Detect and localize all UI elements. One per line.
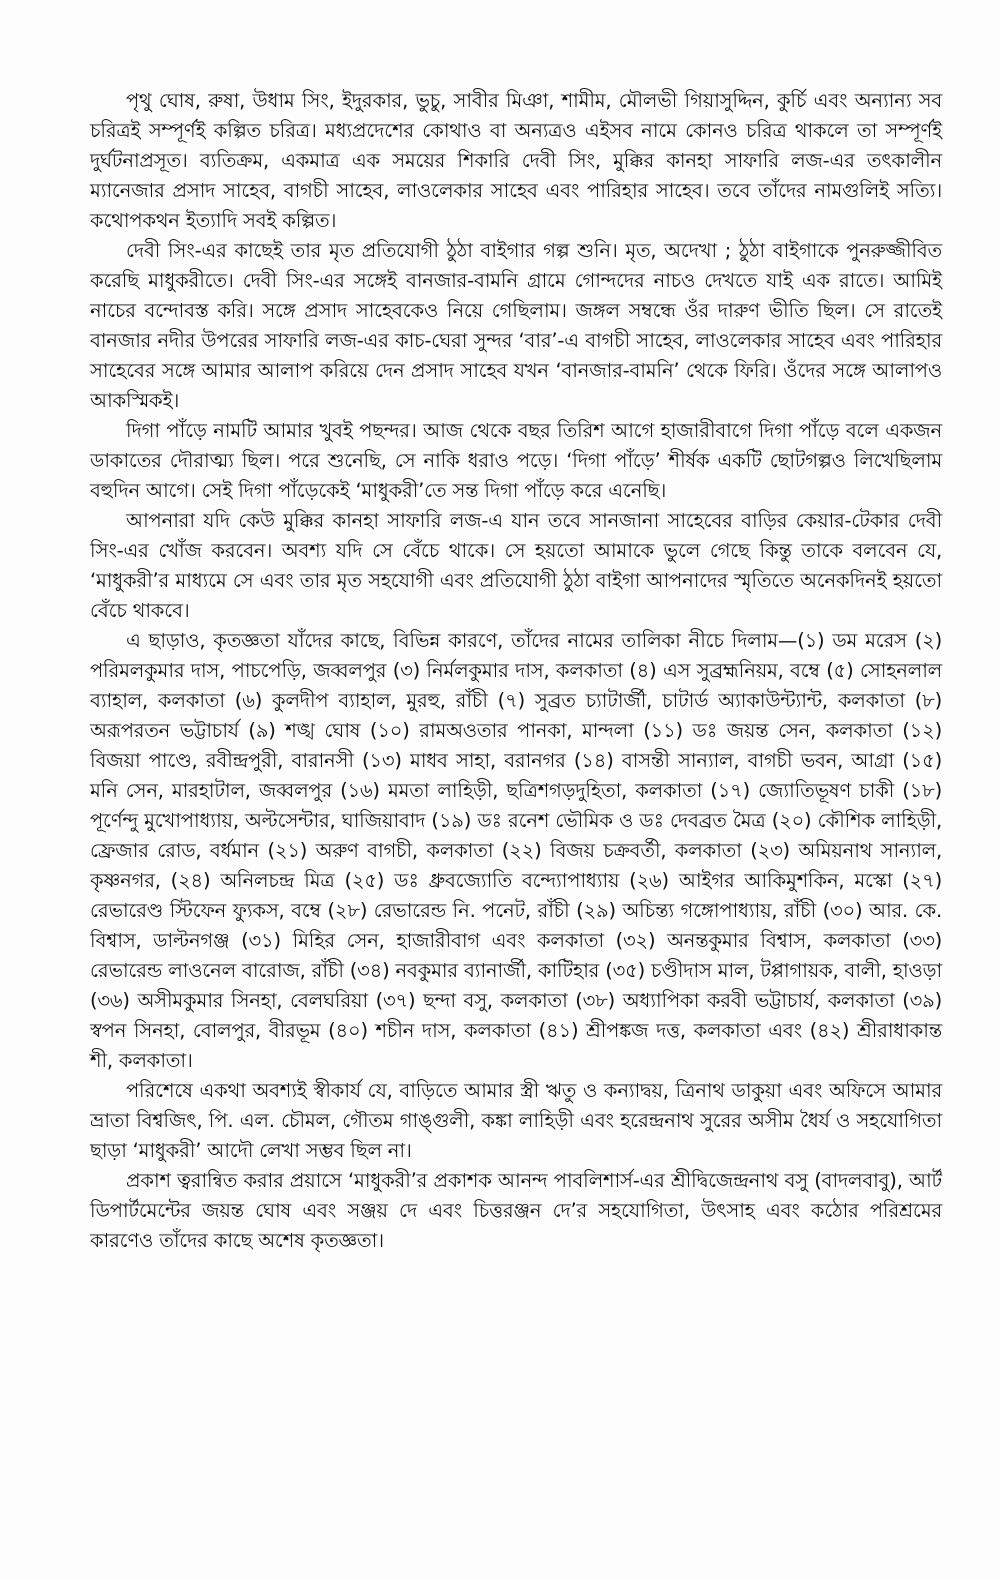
paragraph-diga-pande: দিগা পাঁড়ে নামটি আমার খুবই পছন্দর। আজ থেকে বছর তিরিশ আগে হাজারীবাগে দিগা পাঁড়ে বলে একজন ডাকাতের দৌরাত্ম্য ছিল। পরে শুনেছি, সে নাকি ধরাও পড়ে। ‘দিগা পাঁড়ে’ শীর্ষক একটি ছোটগল্পও লিখেছিলাম বহুদিন আগে। সেই দিগা পাঁড়েকেই ‘মাধুকরী’তে সন্ত দিগা পাঁড়ে করে এনেছি। (90, 419, 942, 502)
paragraph-acknowledgement-list: এ ছাড়াও, কৃতজ্ঞতা যাঁদের কাছে, বিভিন্ন কারণে, তাঁদের নামের তালিকা নীচে দিলাম—(১) ডম মরেস (২) পরিমলকুমার দাস, পাচপেড়ি, জব্বলপুর (৩) নির্মলকুমার দাস, কলকাতা (৪) এস সুব্রহ্মনিয়ম, বম্বে (৫) সোহনলাল ব্যাহাল, কলকাতা (৬) কুলদীপ ব্যাহাল, মুরহু, রাঁচী (৭) সুব্রত চ্যাটার্জী, চাটার্ড অ্যাকাউন্ট্যান্ট, কলকাতা (৮) অরূপরতন ভট্টাচার্য (৯) শঙ্খ ঘোষ (১০) রামঅওতার পানকা, মান্দলা (১১) ডঃ জয়ন্ত সেন, কলকাতা (১২) বিজয়া পাণ্ডে, রবীন্দ্রপুরী, বারানসী (১৩) মাধব সাহা, বরানগর (১৪) বাসন্তী সান্যাল, বাগচী ভবন, আগ্রা (১৫) মনি সেন, মারহাটাল, জব্বলপুর (১৬) মমতা লাহিড়ী, ছত্রিশগড়দুহিতা, কলকাতা (১৭) জ্যোতিভূষণ চাকী (১৮) পূর্ণেন্দু মুখোপাধ্যায়, অল্টসেন্টার, ঘাজিয়াবাদ (১৯) ডঃ রনেশ ভৌমিক ও ডঃ দেবব্রত মৈত্র (২০) কৌশিক লাহিড়ী, ফ্রেজার রোড, বর্ধমান (২১) অরুণ বাগচী, কলকাতা (২২) বিজয় চক্রবর্তী, কলকাতা (২৩) অমিয়নাথ সান্যাল, কৃষ্ণনগর, (২৪) অনিলচন্দ্র মিত্র (২৫) ডঃ ধ্রুবজ্যোতি বন্দ্যোপাধ্যায় (২৬) আইগর আকিমুশকিন, মস্কো (২৭) রেভারেণ্ড স্টিফেন ফ্যুকস, বম্বে (২৮) রেভারেন্ড নি. পনেট, রাঁচী (২৯) অচিন্ত্য গঙ্গোপাধ্যায়, রাঁচী (৩০) আর. কে. বিশ্বাস, ডাল্টনগঞ্জ (৩১) মিহির সেন, হাজারীবাগ এবং কলকাতা (৩২) অনন্তকুমার বিশ্বাস, কলকাতা (৩৩) রেভারেন্ড লাওনেল বারোজ, রাঁচী (৩৪) নবকুমার ব্যানার্জী, কাটিহার (৩৫) চণ্ডীদাস মাল, টপ্পাগায়ক, বালী, হাওড়া (৩৬) অসীমকুমার সিনহা, বেলঘরিয়া (৩৭) ছন্দা বসু, কলকাতা (৩৮) অধ্যাপিকা করবী ভট্টাচার্য, কলকাতা (৩৯) স্বপন সিনহা, বোলপুর, বীরভূম (৪০) শচীন দাস, কলকাতা (৪১) শ্রীপঙ্কজ দত্ত, কলকাতা এবং (৪২) শ্রীরাধাকান্ত শী, কলকাতা। (90, 629, 942, 1072)
document-page (90, 86, 942, 1256)
paragraph-kanha-visit: আপনারা যদি কেউ মুক্কির কানহা সাফারি লজ-এ যান তবে সানজানা সাহেবের বাড়ির কেয়ার-টেকার দেবী সিং-এর খোঁজ করবেন। অবশ্য যদি সে বেঁচে থাকে। সে হয়তো আমাকে ভুলে গেছে কিন্তু তাকে বলবেন যে, ‘মাধুকরী’র মাধ্যমে সে এবং তার মৃত সহযোগী এবং প্রতিযোগী ঠুঠা বাইগা আপনাদের স্মৃতিতে অনেকদিনই হয়তো বেঁচে থাকবে। (90, 509, 942, 622)
paragraph-characters-disclaimer: পৃথু ঘোষ, রুষা, উধাম সিং, ইদুরকার, ভুচু, সাবীর মিঞা, শামীম, মৌলভী গিয়াসুদ্দিন, কুর্চি এবং অন্যান্য সব চরিত্রই সম্পূর্ণই কল্পিত চরিত্র। মধ্যপ্রদেশের কোথাও বা অন্যত্রও এইসব নামে কোনও চরিত্র থাকলে তা সম্পূর্ণই দুর্ঘটনাপ্রসূত। ব্যতিক্রম, একমাত্র এক সময়ের শিকারি দেবী সিং, মুক্কির কানহা সাফারি লজ-এর তৎকালীন ম্যানেজার প্রসাদ সাহেব, বাগচী সাহেব, লাওলেকার সাহেব এবং পারিহার সাহেব। তবে তাঁদের নামগুলিই সত্যি। কথোপকথন ইত্যাদি সবই কল্পিত। (90, 89, 942, 232)
paragraph-family-office-thanks: পরিশেষে একথা অবশ্যই স্বীকার্য যে, বাড়িতে আমার স্ত্রী ঋতু ও কন্যাদ্বয়, ত্রিনাথ ডাকুয়া এবং অফিসে আমার ভ্রাতা বিশ্বজিৎ, পি. এল. চৌমল, গৌতম গাঙ্গুলী, কঙ্কা লাহিড়ী এবং হরেন্দ্রনাথ সুরের অসীম ধৈর্য ও সহযোগিতা ছাড়া ‘মাধুকরী’ আদৌ লেখা সম্ভব ছিল না। (90, 1079, 942, 1162)
paragraph-devi-singh: দেবী সিং-এর কাছেই তার মৃত প্রতিযোগী ঠুঠা বাইগার গল্প শুনি। মৃত, অদেখা ; ঠুঠা বাইগাকে পুনরুজ্জীবিত করেছি মাধুকরীতে। দেবী সিং-এর সঙ্গেই বানজার-বামনি গ্রামে গোন্দদের নাচও দেখতে যাই এক রাতে। আমিই নাচের বন্দোবস্ত করি। সঙ্গে প্রসাদ সাহেবকেও নিয়ে গেছিলাম। জঙ্গল সম্বন্ধে ওঁর দারুণ ভীতি ছিল। সে রাতেই বানজার নদীর উপরের সাফারি লজ-এর কাচ-ঘেরা সুন্দর ‘বার’-এ বাগচী সাহেব, লাওলেকার সাহেব এবং পারিহার সাহেবের সঙ্গে আমার আলাপ করিয়ে দেন প্রসাদ সাহেব যখন ‘বানজার-বামনি’ থেকে ফিরি। ওঁদের সঙ্গে আলাপও আকস্মিকই। (90, 239, 942, 412)
paragraph-publisher-thanks: প্রকাশ ত্বরান্বিত করার প্রয়াসে ‘মাধুকরী’র প্রকাশক আনন্দ পাবলিশার্স-এর শ্রীদ্বিজেন্দ্রনাথ বসু (বাদলবাবু), আর্ট ডিপার্টমেন্টের জয়ন্ত ঘোষ এবং সঞ্জয় দে এবং চিত্তরঞ্জন দে’র সহযোগিতা, উৎসাহ এবং কঠোর পরিশ্রমের কারণেও তাঁদের কাছে অশেষ কৃতজ্ঞতা। (90, 1169, 942, 1252)
